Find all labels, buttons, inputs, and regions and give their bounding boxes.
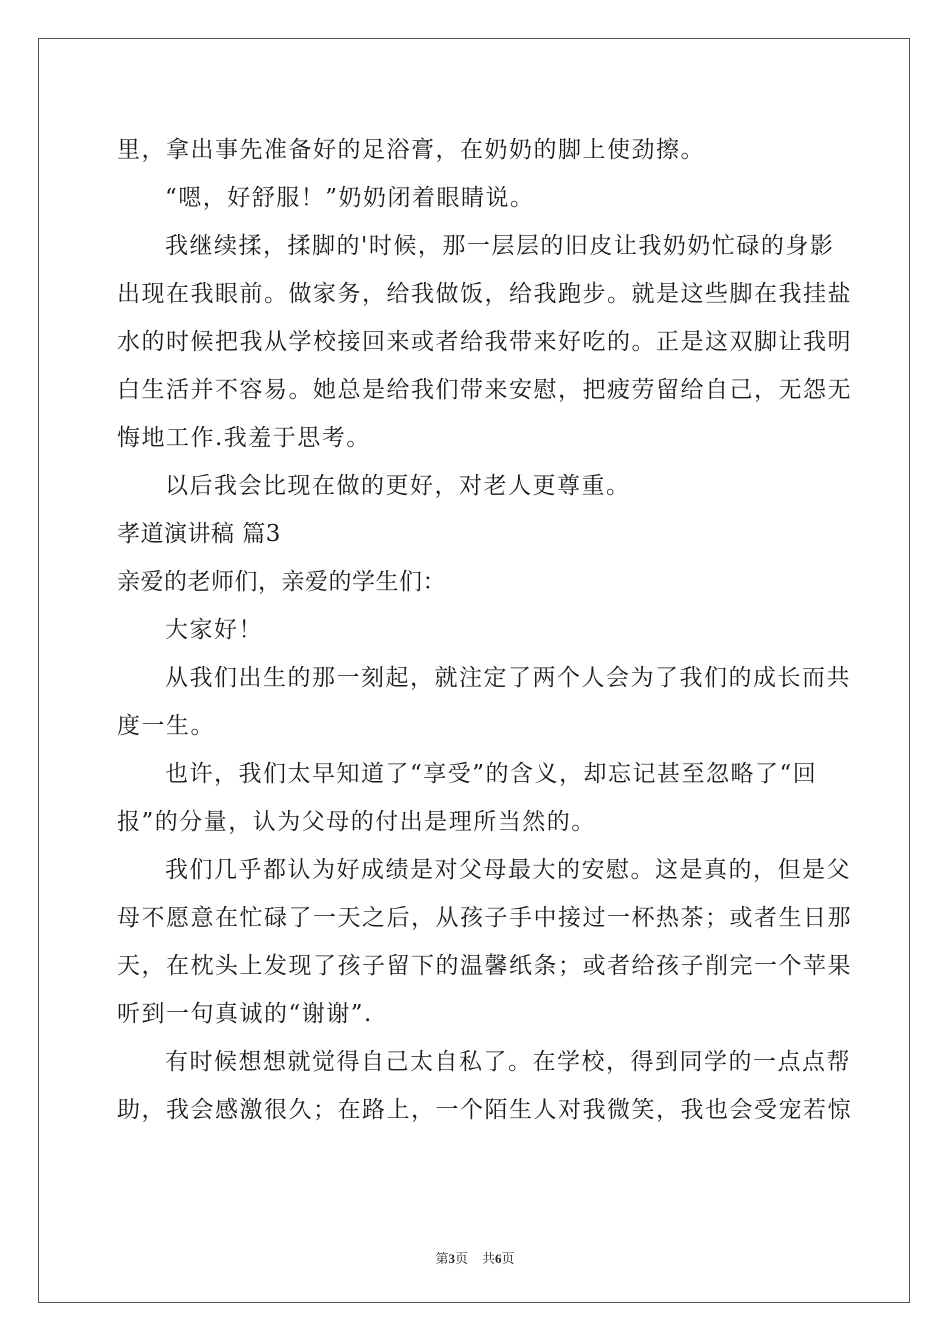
page-footer <box>0 1248 950 1267</box>
paragraph-line: 听到一句真诚的“谢谢”. <box>117 1001 373 1027</box>
paragraph-line: 我们几乎都认为好成绩是对父母最大的安慰。这是真的，但是父 <box>165 857 851 883</box>
paragraph-line: 我继续揉，揉脚的'时候，那一层层的旧皮让我奶奶忙碌的身影 <box>165 233 835 259</box>
paragraph-line: 助，我会感激很久；在路上，一个陌生人对我微笑，我也会受宠若惊 <box>117 1097 852 1123</box>
paragraph-line: 也许，我们太早知道了“享受”的含义，却忘记甚至忽略了“回 <box>165 761 818 787</box>
paragraph-line: 报”的分量，认为父母的付出是理所当然的。 <box>117 809 596 835</box>
greeting: 大家好！ <box>165 617 263 643</box>
salutation: 亲爱的老师们，亲爱的学生们： <box>117 569 446 595</box>
paragraph-line: 母不愿意在忙碌了一天之后，从孩子手中接过一杯热茶；或者生日那 <box>117 905 852 931</box>
paragraph-line: 水的时候把我从学校接回来或者给我带来好吃的。正是这双脚让我明 <box>117 329 852 355</box>
page-total: 共6页 <box>482 1251 515 1267</box>
page-number: 第3页 <box>435 1251 468 1267</box>
paragraph-line: 有时候想想就觉得自己太自私了。在学校，得到同学的一点点帮 <box>165 1049 851 1075</box>
paragraph-line: 度一生。 <box>117 713 215 739</box>
document-body <box>117 126 852 1134</box>
paragraph-line: 从我们出生的那一刻起，就注定了两个人会为了我们的成长而共 <box>165 665 851 691</box>
section-heading: 孝道演讲稿 篇3 <box>117 521 281 547</box>
paragraph-line: 悔地工作.我羞于思考。 <box>117 425 371 451</box>
paragraph-line: 以后我会比现在做的更好，对老人更尊重。 <box>165 473 631 499</box>
paragraph-line: 白生活并不容易。她总是给我们带来安慰，把疲劳留给自己，无怨无 <box>117 377 852 403</box>
paragraph-line: 里，拿出事先准备好的足浴膏，在奶奶的脚上使劲擦。 <box>117 137 705 163</box>
paragraph-line: “嗯，好舒服！”奶奶闭着眼睛说。 <box>165 185 535 211</box>
paragraph-line: 出现在我眼前。做家务，给我做饭，给我跑步。就是这些脚在我挂盐 <box>117 281 852 307</box>
paragraph-line: 天，在枕头上发现了孩子留下的温馨纸条；或者给孩子削完一个苹果 <box>117 953 852 979</box>
